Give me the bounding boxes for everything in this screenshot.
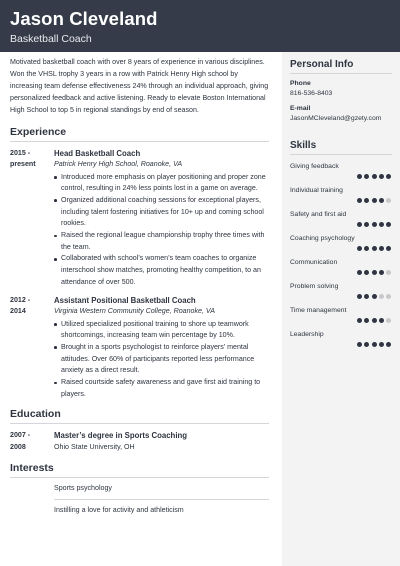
rating-dot-filled [357,198,362,203]
rating-dot-filled [379,270,384,275]
interest-item: Sports psychology [54,481,269,500]
date-end: 2014 [10,307,26,316]
skill-item [290,186,392,203]
experience-entry [10,148,269,289]
rating-dot-filled [364,294,369,299]
rating-dot-filled [357,270,362,275]
skill-name: Problem solving [290,283,339,290]
date-start: 2007 - [10,431,31,440]
bullet-item: Raised courtside safety awareness and gave first aid training to players. [54,377,269,400]
rating-dot-filled [364,222,369,227]
skill-name: Leadership [290,331,324,338]
rating-dot-filled [379,174,384,179]
entry-bullets [54,172,269,289]
skill-name: Giving feedback [290,163,339,170]
skill-name: Coaching psychology [290,235,355,242]
skill-name: Safety and first aid [290,211,347,218]
rating-dot-filled [364,318,369,323]
rating-dot-filled [379,198,384,203]
rating-dot-filled [379,342,384,347]
bullet-item: Collaborated with school’s women’s team coaches to organize interschool show matches, promoting healthy competition, to an attendance of over 500. [54,253,269,288]
school-name: Ohio State University, OH [54,442,135,451]
rating-dot-filled [372,174,377,179]
bullet-item: Raised the regional league championship trophy three times with the team. [54,230,269,253]
rating-dot-filled [357,342,362,347]
interests-heading: Interests [10,462,269,478]
candidate-name: Jason Cleveland [10,8,158,29]
rating-dot-filled [364,342,369,347]
skill-rating [290,246,392,251]
rating-dot-filled [364,270,369,275]
bullet-item: Utilized specialized positional training to shore up teamwork shortcomings, increasing team win percentage by 10%. [54,319,269,342]
rating-dot-filled [357,222,362,227]
entry-bullets [54,319,269,401]
phone-label: Phone [290,80,311,87]
entry-organization: Virginia Western Community College, Roanoke, VA [54,307,216,316]
skill-item [290,330,392,347]
rating-dot-empty [379,294,384,299]
sidebar [282,52,400,566]
bullet-item: Introduced more emphasis on player positioning and proper zone control, resulting in 24% less points lost in a game on average. [54,172,269,195]
summary-paragraph: Motivated basketball coach with over 8 years of experience in various disciplines. Won the VHSL trophy 3 years in a row with Patrick Henry High school by increasing team defense effectiveness 24% through an individual approach, giving personalized feedback and active listening. Ready to elevate Boston International High School to top 5 in regional standings by end of season. [10,58,269,114]
rating-dot-empty [386,198,391,203]
skill-rating [290,270,392,275]
rating-dot-filled [372,342,377,347]
entry-dates [10,295,54,401]
rating-dot-filled [372,294,377,299]
bullet-item: Organized additional coaching sessions for exceptional players, including talent fostering initiatives for 10+ up and coming school rookies. [54,195,269,230]
email-value: JasonMCleveland@gzety.com [290,115,382,122]
rating-dot-filled [357,246,362,251]
rating-dot-filled [386,222,391,227]
skill-item [290,234,392,251]
skill-item [290,162,392,179]
experience-heading: Experience [10,126,269,142]
rating-dot-filled [364,198,369,203]
rating-dot-filled [364,246,369,251]
skill-rating [290,294,392,299]
rating-dot-filled [372,318,377,323]
date-start: 2012 - [10,295,31,304]
skill-name: Time management [290,307,347,314]
rating-dot-filled [372,198,377,203]
rating-dot-filled [386,174,391,179]
education-entry [10,430,269,453]
skill-item [290,306,392,323]
degree-title: Master’s degree in Sports Coaching [54,431,188,441]
rating-dot-filled [357,318,362,323]
rating-dot-empty [386,318,391,323]
date-end: 2008 [10,442,26,451]
skill-name: Communication [290,259,338,266]
skills-list [290,162,392,347]
interest-item: Instilling a love for activity and athleticism [54,506,184,515]
skill-rating [290,222,392,227]
bullet-item: Brought in a sports psychologist to reinforce players’ mental attitudes. Over 60% of participants reported less performance anxiety as a direct result. [54,342,269,377]
rating-dot-filled [379,222,384,227]
rating-dot-filled [357,294,362,299]
rating-dot-filled [386,246,391,251]
entry-role: Head Basketball Coach [54,148,141,158]
experience-entry [10,295,269,401]
rating-dot-filled [357,174,362,179]
date-end: present [10,160,36,169]
rating-dot-filled [372,270,377,275]
job-title: Basketball Coach [10,33,92,45]
interests-list [54,481,269,518]
skill-item [290,282,392,299]
education-heading: Education [10,408,269,424]
rating-dot-empty [386,294,391,299]
date-start: 2015 - [10,148,31,157]
rating-dot-filled [386,342,391,347]
skills-heading: Skills [290,140,392,155]
rating-dot-filled [372,246,377,251]
skill-item [290,258,392,275]
resume-header [0,0,400,52]
entry-role: Assistant Positional Basketball Coach [54,295,196,305]
rating-dot-filled [379,318,384,323]
personal-info-heading: Personal Info [290,59,392,74]
skill-rating [290,342,392,347]
skill-item [290,210,392,227]
skill-rating [290,318,392,323]
skill-rating [290,174,392,179]
main-column [10,57,269,518]
rating-dot-empty [386,270,391,275]
entry-organization: Patrick Henry High School, Roanoke, VA [54,160,183,169]
skill-name: Individual training [290,187,343,194]
rating-dot-filled [372,222,377,227]
email-label: E-mail [290,105,311,112]
rating-dot-filled [379,246,384,251]
entry-dates [10,430,54,453]
skill-rating [290,198,392,203]
entry-dates [10,148,54,289]
phone-value: 816-536-8403 [290,90,333,97]
rating-dot-filled [364,174,369,179]
